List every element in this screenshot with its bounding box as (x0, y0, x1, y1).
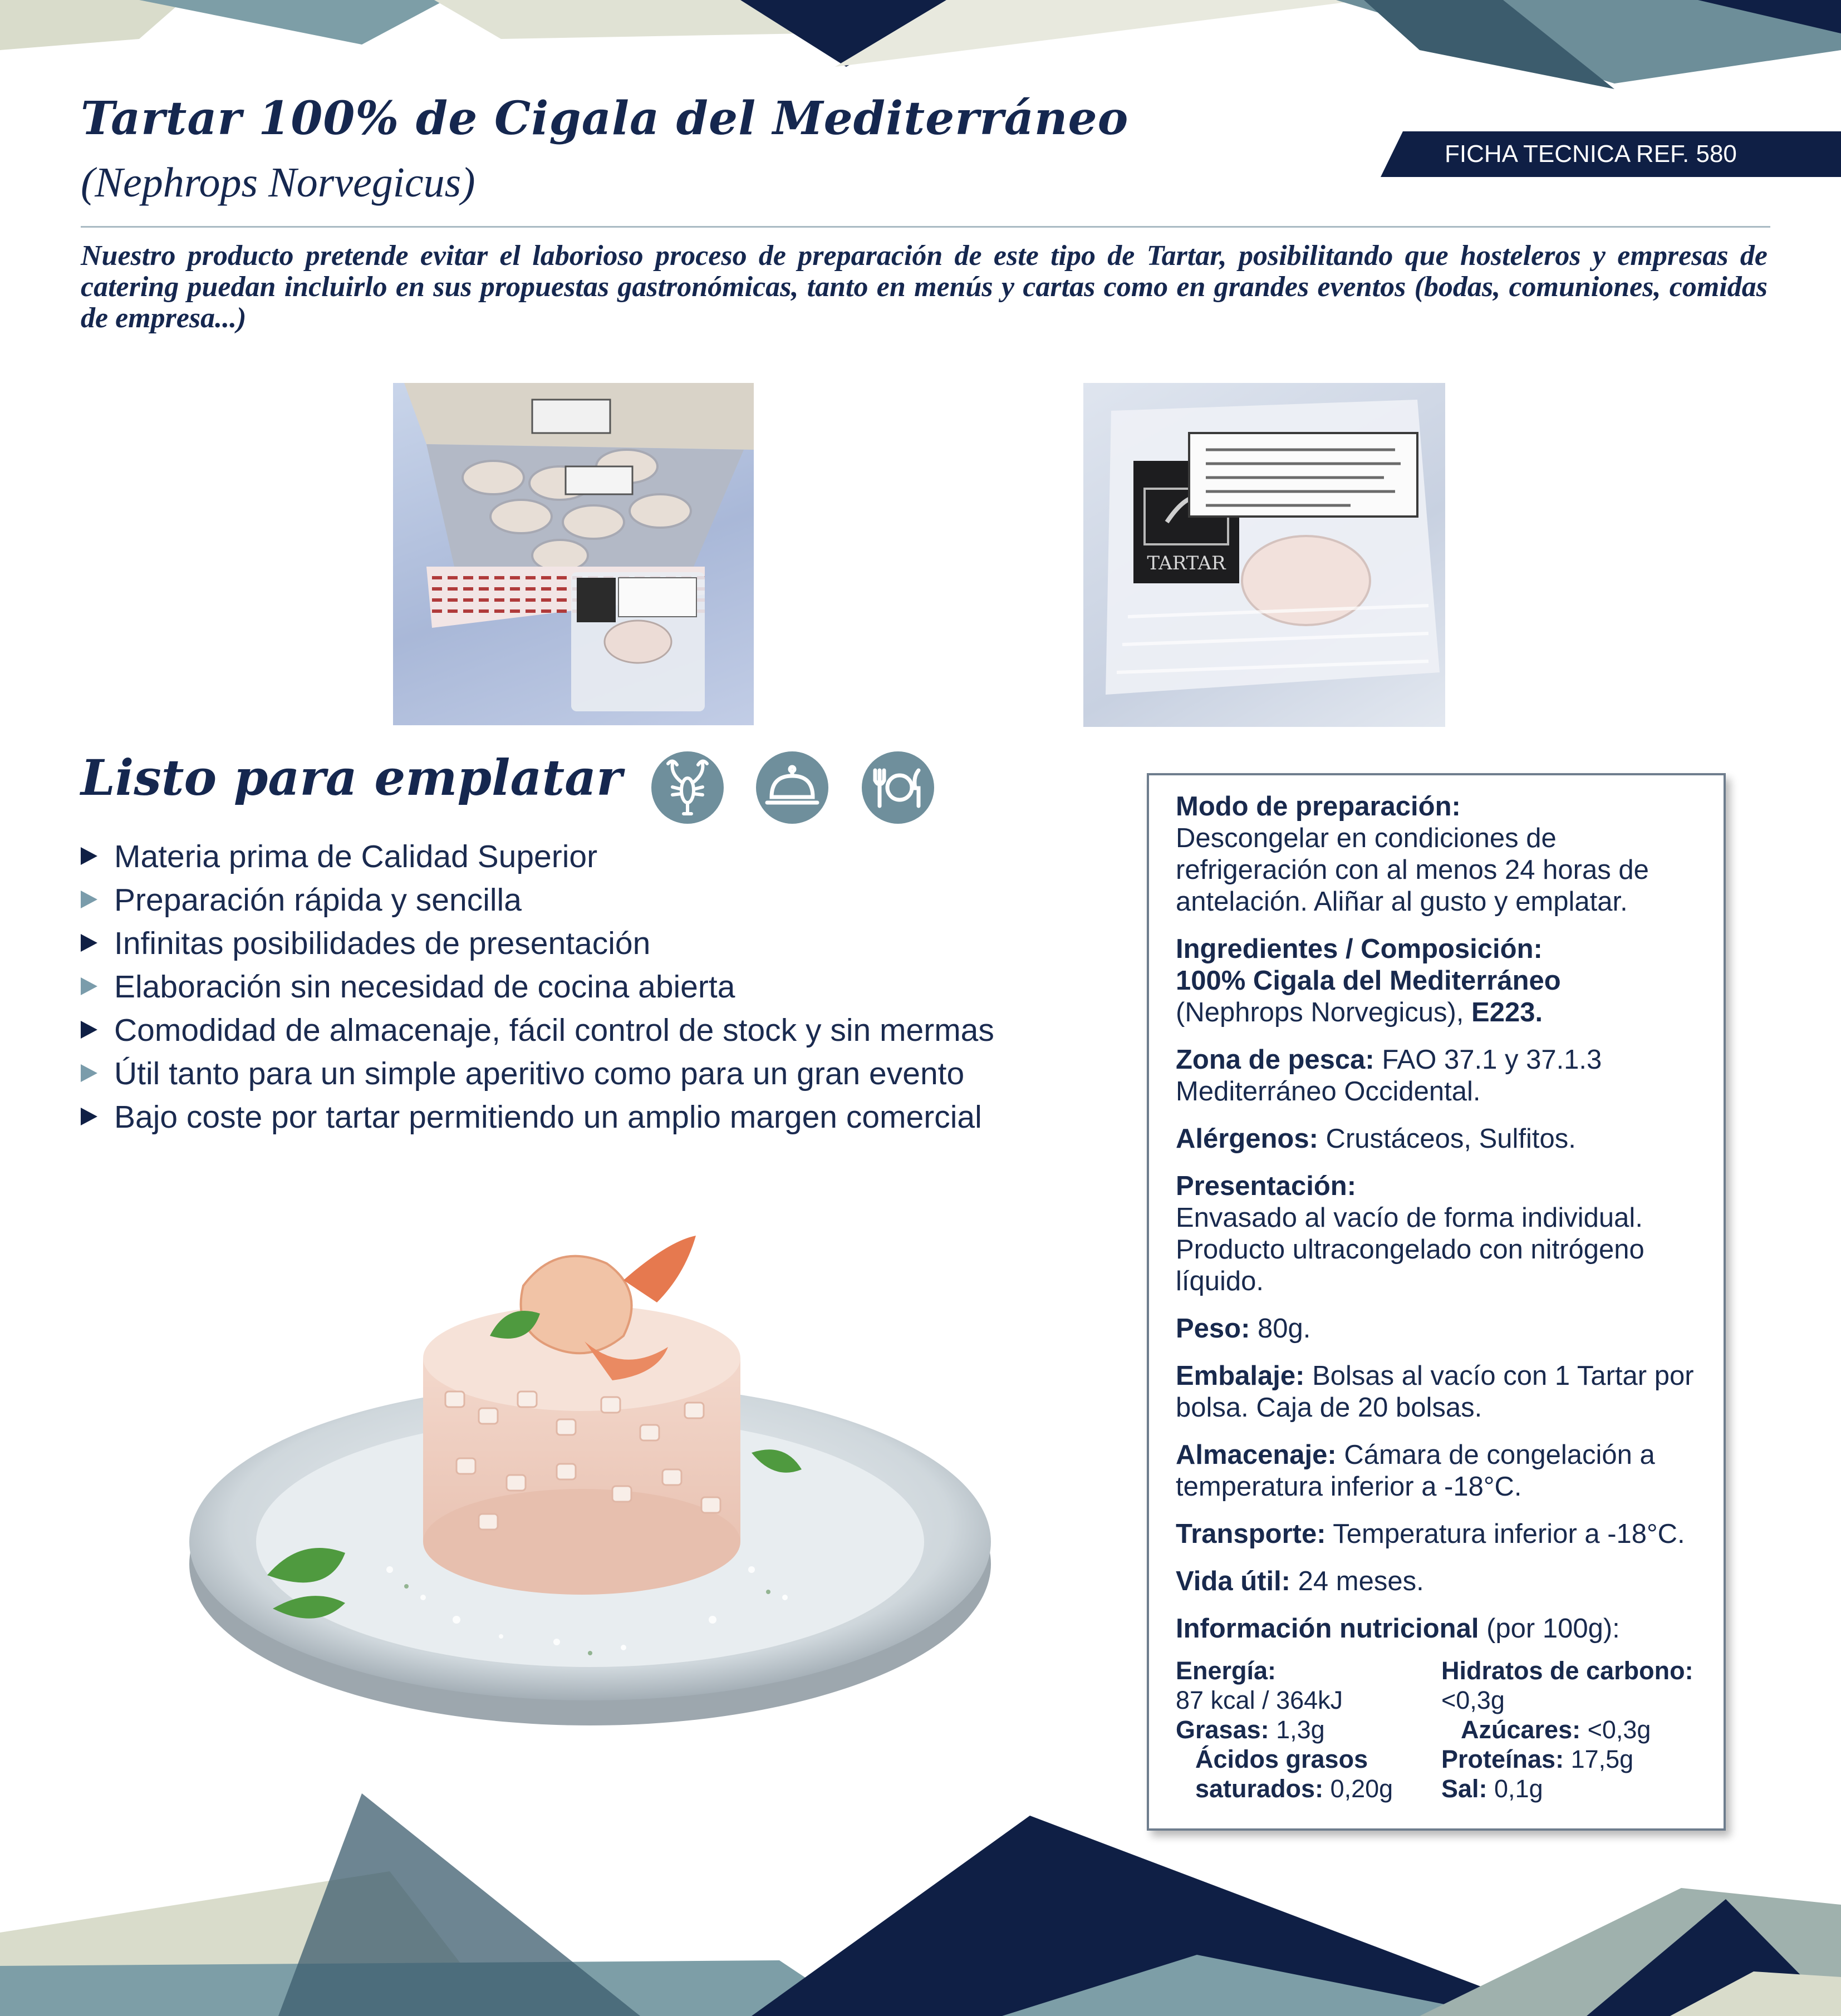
nutrition-table (1176, 1656, 1707, 1803)
cutlery-plate-icon (862, 751, 934, 824)
feature-list (81, 835, 994, 1139)
section-title: Listo para emplatar (81, 749, 622, 807)
bullet-icon (81, 977, 97, 995)
bullet-icon (81, 1064, 97, 1082)
product-title: Tartar 100% de Cigala del Mediterráneo (81, 92, 1129, 145)
nutrition-column-left: Energía: 87 kcal / 364kJ Grasas: 1,3g Ácidos grasos saturados: 0,20g (1176, 1656, 1393, 1803)
spec-shelf-life: Vida útil: 24 meses. (1176, 1566, 1424, 1596)
spec-allergens: Alérgenos: Crustáceos, Sulfitos. (1176, 1124, 1576, 1154)
spec-transport: Transporte: Temperatura inferior a -18°C. (1176, 1519, 1685, 1549)
bullet-icon (81, 934, 97, 952)
reference-badge: FICHA TECNICA REF. 580 (1403, 131, 1841, 177)
specification-panel (1147, 773, 1726, 1831)
spec-storage: Almacenaje: Cámara de congelación a temperatura inferior a -18°C. (1176, 1440, 1655, 1502)
cloche-icon (756, 751, 828, 824)
bullet-icon (81, 1108, 97, 1125)
feature-item: Elaboración sin necesidad de cocina abierta (81, 965, 994, 1009)
bullet-icon (81, 1021, 97, 1039)
spec-presentation: Presentación: Envasado al vacío de forma individual. Producto ultracongelado con nitrógeno líquido. (1176, 1171, 1644, 1296)
bullet-icon (81, 847, 97, 865)
header-divider (81, 226, 1770, 228)
spec-fishing-zone: Zona de pesca: FAO 37.1 y 37.1.3 Mediterráneo Occidental. (1176, 1045, 1602, 1107)
feature-item: Útil tanto para un simple aperitivo como para un gran evento (81, 1052, 994, 1095)
feature-item: Preparación rápida y sencilla (81, 878, 994, 922)
feature-item: Materia prima de Calidad Superior (81, 835, 994, 878)
intro-paragraph: Nuestro producto pretende evitar el laborioso proceso de preparación de este tipo de Tartar, posibilitando que hosteleros y empresas de catering puedan incluirlo en sus propuestas gastronómicas, tanto en menús y cartas como en grandes eventos (bodas, comuniones, comidas de empresa...) (81, 240, 1768, 334)
plated-tartar-image (167, 1208, 1013, 1753)
lobster-icon (651, 751, 724, 824)
spec-ingredients: Ingredientes / Composición: 100% Cigala del Mediterráneo (Nephrops Norvegicus), E223. (1176, 934, 1561, 1027)
spec-preparation: Modo de preparación: Descongelar en condiciones de refrigeración con al menos 24 horas de antelación. Aliñar al gusto y emplatar. (1176, 791, 1649, 917)
bag-brand-label: TARTAR (1147, 552, 1226, 574)
spec-weight: Peso: 80g. (1176, 1314, 1311, 1344)
product-subtitle: (Nephrops Norvegicus) (81, 159, 475, 206)
feature-item: Comodidad de almacenaje, fácil control de stock y sin mermas (81, 1009, 994, 1052)
spec-nutrition: Información nutricional (por 100g): Energía: 87 kcal / 364kJ Grasas: 1,3g Ácidos grasos saturados: 0,20g Hidratos de carbono: <0,3g Azúcares: <0,3g Proteínas: 17,5g Sal: 0,1g (1176, 1613, 1707, 1803)
product-bag-photo (1083, 383, 1445, 727)
nutrition-column-right: Hidratos de carbono: <0,3g Azúcares: <0,3g Proteínas: 17,5g Sal: 0,1g (1441, 1656, 1693, 1803)
bullet-icon (81, 891, 97, 908)
feature-item: Bajo coste por tartar permitiendo un amplio margen comercial (81, 1095, 994, 1139)
feature-item: Infinitas posibilidades de presentación (81, 922, 994, 965)
product-box-photo (393, 383, 754, 725)
spec-packaging: Embalaje: Bolsas al vacío con 1 Tartar por bolsa. Caja de 20 bolsas. (1176, 1361, 1694, 1423)
bottom-decorative-band (0, 1793, 1841, 2016)
